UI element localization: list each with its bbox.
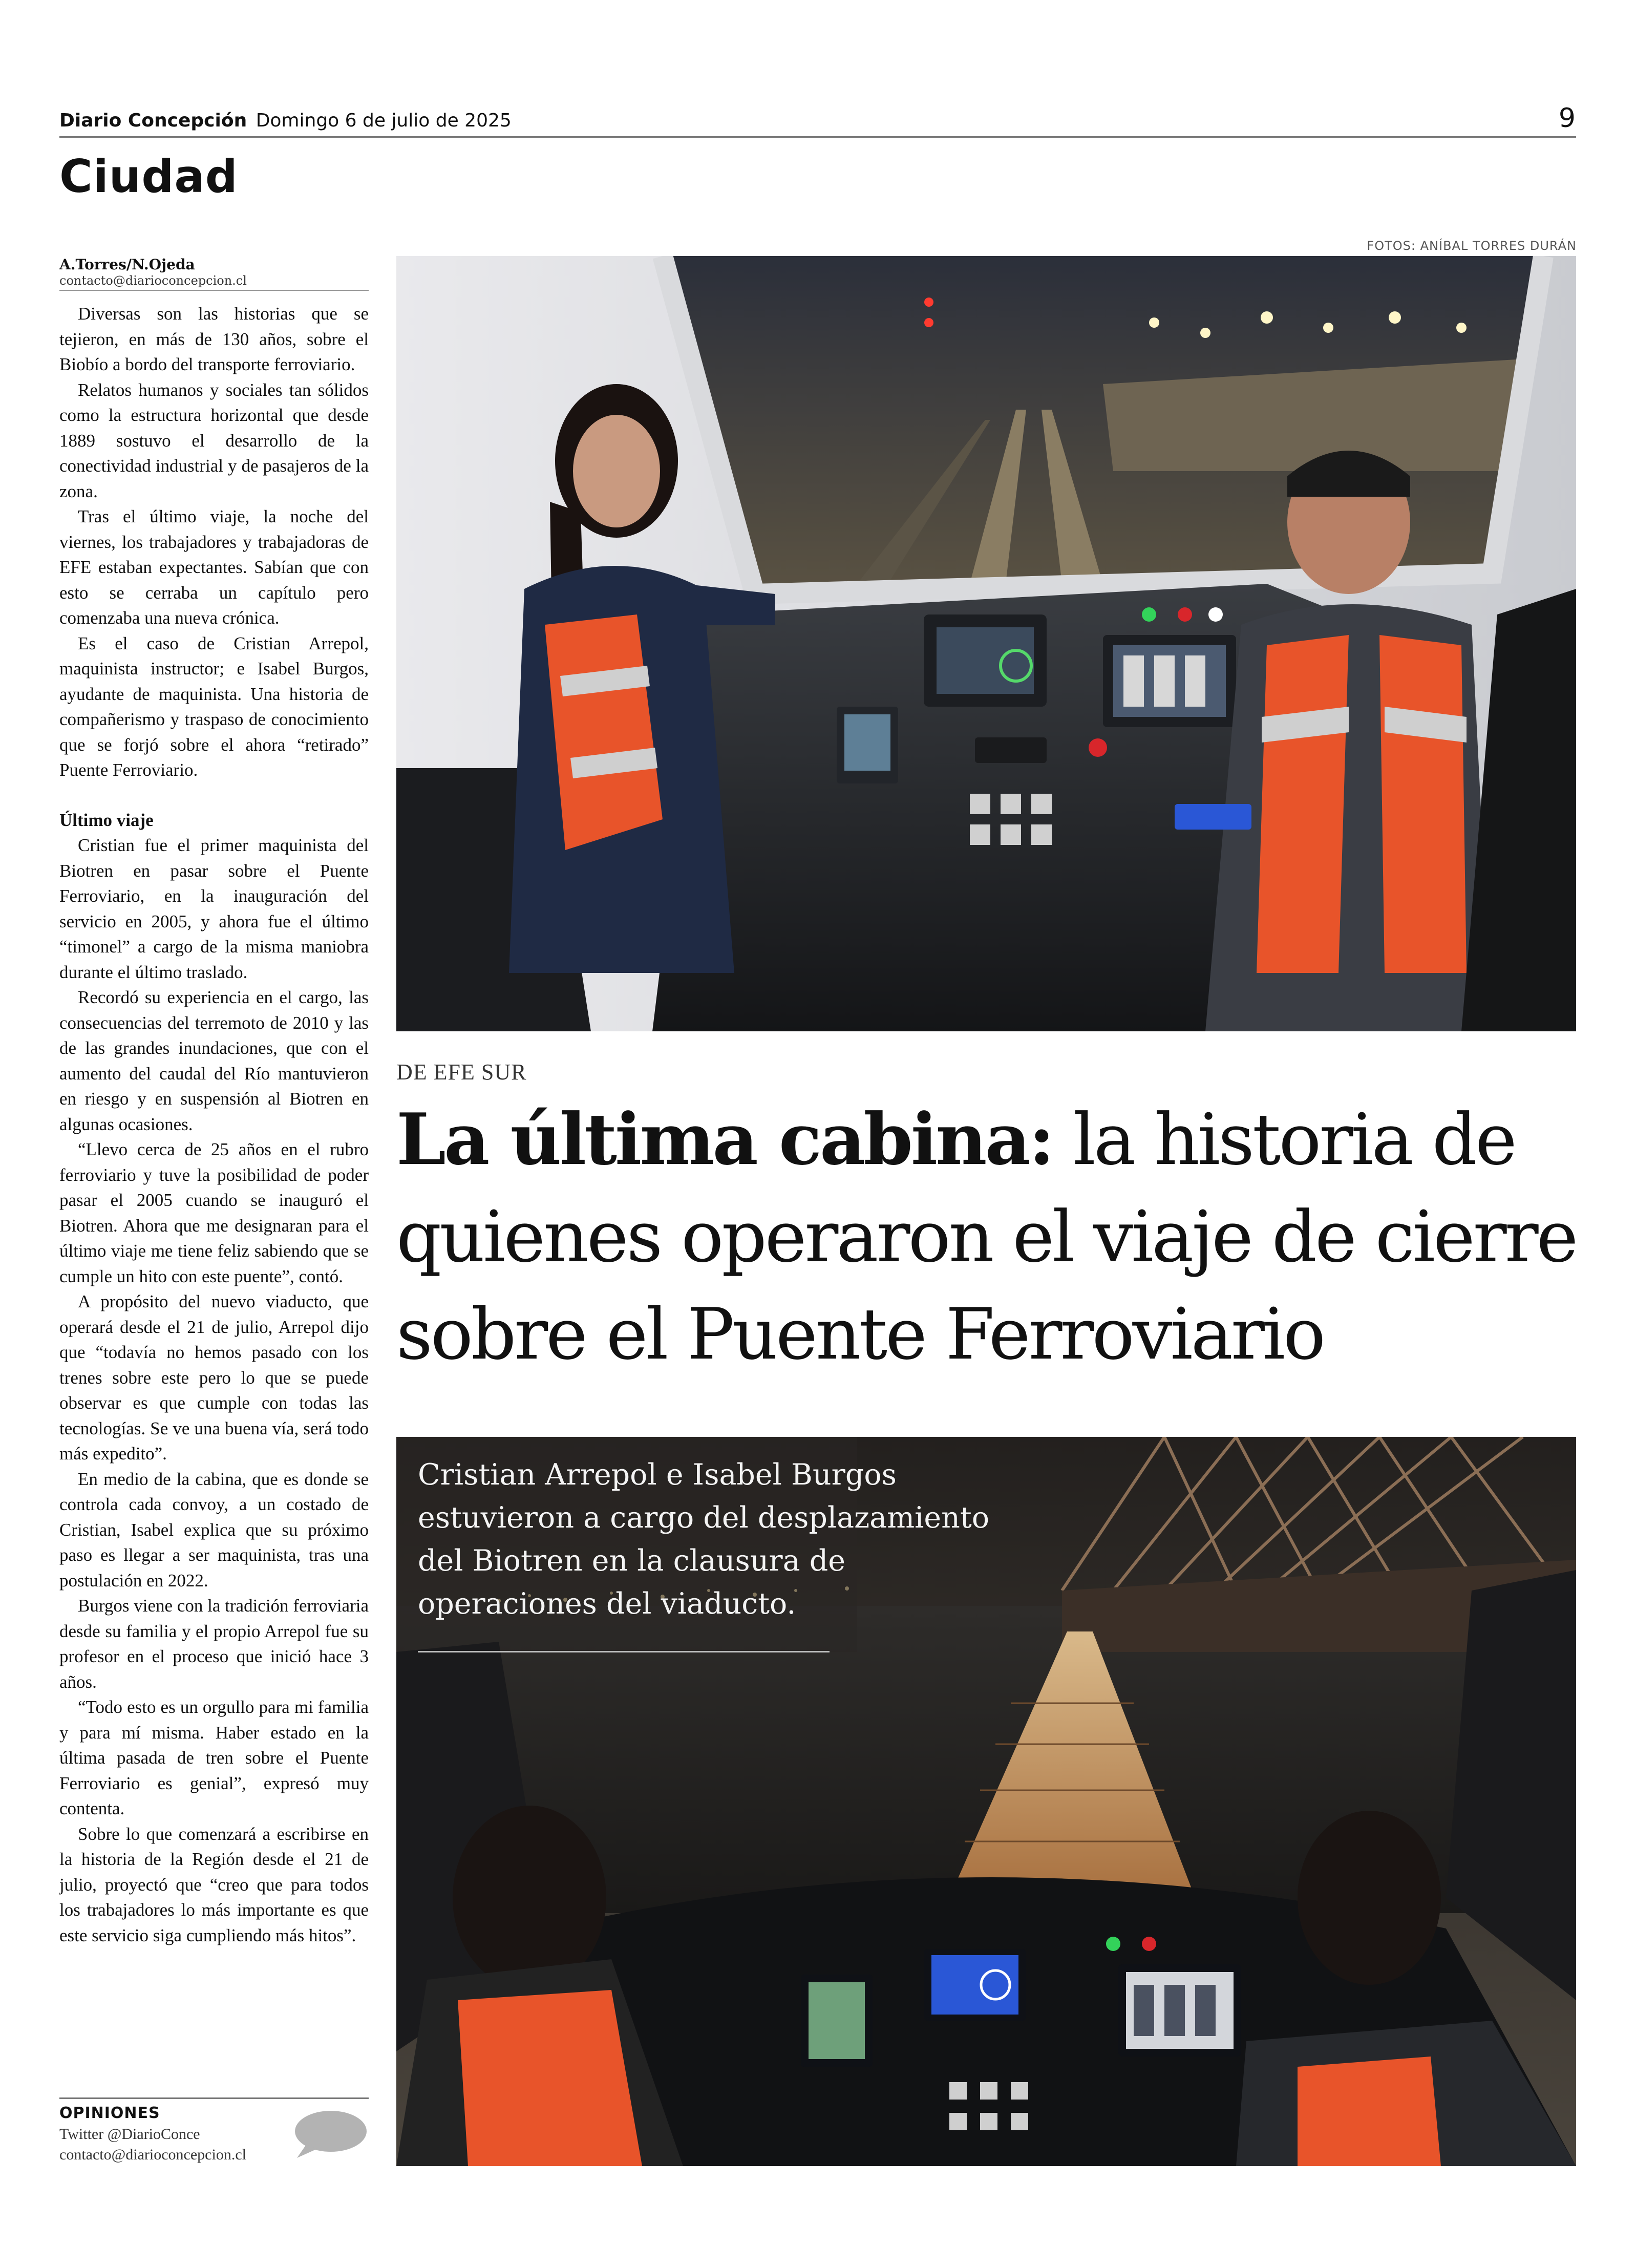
- article-subheading: Último viaje: [59, 810, 154, 830]
- byline: [59, 256, 369, 288]
- article-paragraph: Sobre lo que comenzará a escribirse en la historia de la Región desde el 21 de julio, proyectó que “creo que para todos los trabajadores lo más importante es que este servicio siga cumpliendo más hitos”.: [59, 1824, 369, 1945]
- opinions-divider: [59, 2097, 369, 2099]
- article-paragraph: Cristian fue el primer maquinista del Biotren en pasar sobre el Puente Ferroviario, en la inauguración del servicio en 2005, y ahora fue el último “timonel” a cargo de la misma maniobra durante el último traslado.: [59, 835, 369, 982]
- article-paragraph: Relatos humanos y sociales tan sólidos como la estructura horizontal que desde 1889 sostuvo el desarrollo de la conectividad industrial y de pasajeros de la zona.: [59, 379, 369, 501]
- headline: [396, 1091, 1579, 1383]
- train-cabin-photo: [396, 256, 1576, 1031]
- issue-date: Domingo 6 de julio de 2025: [256, 110, 512, 131]
- byline-contact: contacto@diarioconcepcion.cl: [59, 273, 247, 288]
- headline-rest: la historia de quienes operaron el viaje de cierre sobre el Puente Ferroviario: [396, 1098, 1577, 1375]
- byline-authors: A.Torres/N.Ojeda: [59, 256, 195, 273]
- article-body: [59, 301, 369, 2083]
- opinions-label: OPINIONES: [59, 2104, 160, 2122]
- headline-kicker: DE EFE SUR: [396, 1059, 527, 1085]
- caption-divider: [418, 1651, 830, 1652]
- byline-divider: [59, 290, 369, 291]
- section-title: Ciudad: [59, 150, 238, 203]
- article-paragraph: Diversas son las historias que se tejieron, en más de 130 años, sobre el Biobío a bordo del transporte ferroviario.: [59, 304, 369, 374]
- article-paragraph: Burgos viene con la tradición ferroviaria desde su familia y el propio Arrepol fue su profesor en el proceso que inició hace 3 años.: [59, 1596, 369, 1692]
- article-paragraph: A propósito del nuevo viaducto, que operará desde el 21 de julio, Arrepol dijo que “todavía no hemos pasado con los trenes sobre este pero lo que se puede observar es que cumple con todas las tecnologías. Se ve una buena vía, será todo más expedito”.: [59, 1291, 369, 1464]
- article-paragraph: Es el caso de Cristian Arrepol, maquinista instructor; e Isabel Burgos, ayudante de maquinista. Una historia de compañerismo y traspaso de conocimiento que se forjó sobre el ahora “retirado” Puente Ferroviario.: [59, 633, 369, 780]
- photo-credit: FOTOS: ANÍBAL TORRES DURÁN: [1367, 239, 1577, 253]
- masthead: [59, 105, 1575, 136]
- opinions-email[interactable]: contacto@diarioconcepcion.cl: [59, 2146, 246, 2163]
- article-paragraph: Recordó su experiencia en el cargo, las consecuencias del terremoto de 2010 y las de las grandes inundaciones, que con el aumento del caudal del Río mantuvieron en riesgo y en suspensión al Biotren en algunas ocasiones.: [59, 987, 369, 1134]
- publication-name: Diario Concepción: [59, 110, 247, 131]
- opinions-twitter[interactable]: Twitter @DiarioConce: [59, 2126, 200, 2143]
- page-number: 9: [1558, 103, 1576, 134]
- speech-bubble-icon: [291, 2109, 368, 2160]
- article-paragraph: Tras el último viaje, la noche del viernes, los trabajadores y trabajadoras de EFE estaban expectantes. Sabían que con esto se cerraba un capítulo pero comenzaba una nueva crónica.: [59, 506, 369, 628]
- headline-lead: La última cabina:: [396, 1097, 1053, 1181]
- photo-caption: Cristian Arrepol e Isabel Burgos estuvieron a cargo del desplazamiento del Biotren en la clausura de operaciones del viaducto.: [418, 1458, 990, 1621]
- article-paragraph: “Llevo cerca de 25 años en el rubro ferroviario y tuve la posibilidad de poder pasar el 2005 cuando se inauguró el Biotren. Ahora que me designaran para el último viaje me tiene feliz sabiendo que se cumple un hito con este puente”, contó.: [59, 1139, 369, 1286]
- header-divider: [59, 136, 1576, 138]
- article-paragraph: “Todo esto es un orgullo para mi familia y para mí misma. Haber estado en la última pasada de tren sobre el Puente Ferroviario es genial”, expresó muy contenta.: [59, 1697, 369, 1818]
- article-paragraph: En medio de la cabina, que es donde se controla cada convoy, a un costado de Cristian, Isabel explica que su próximo paso es llegar a ser maquinista, tras una postulación en 2022.: [59, 1469, 369, 1591]
